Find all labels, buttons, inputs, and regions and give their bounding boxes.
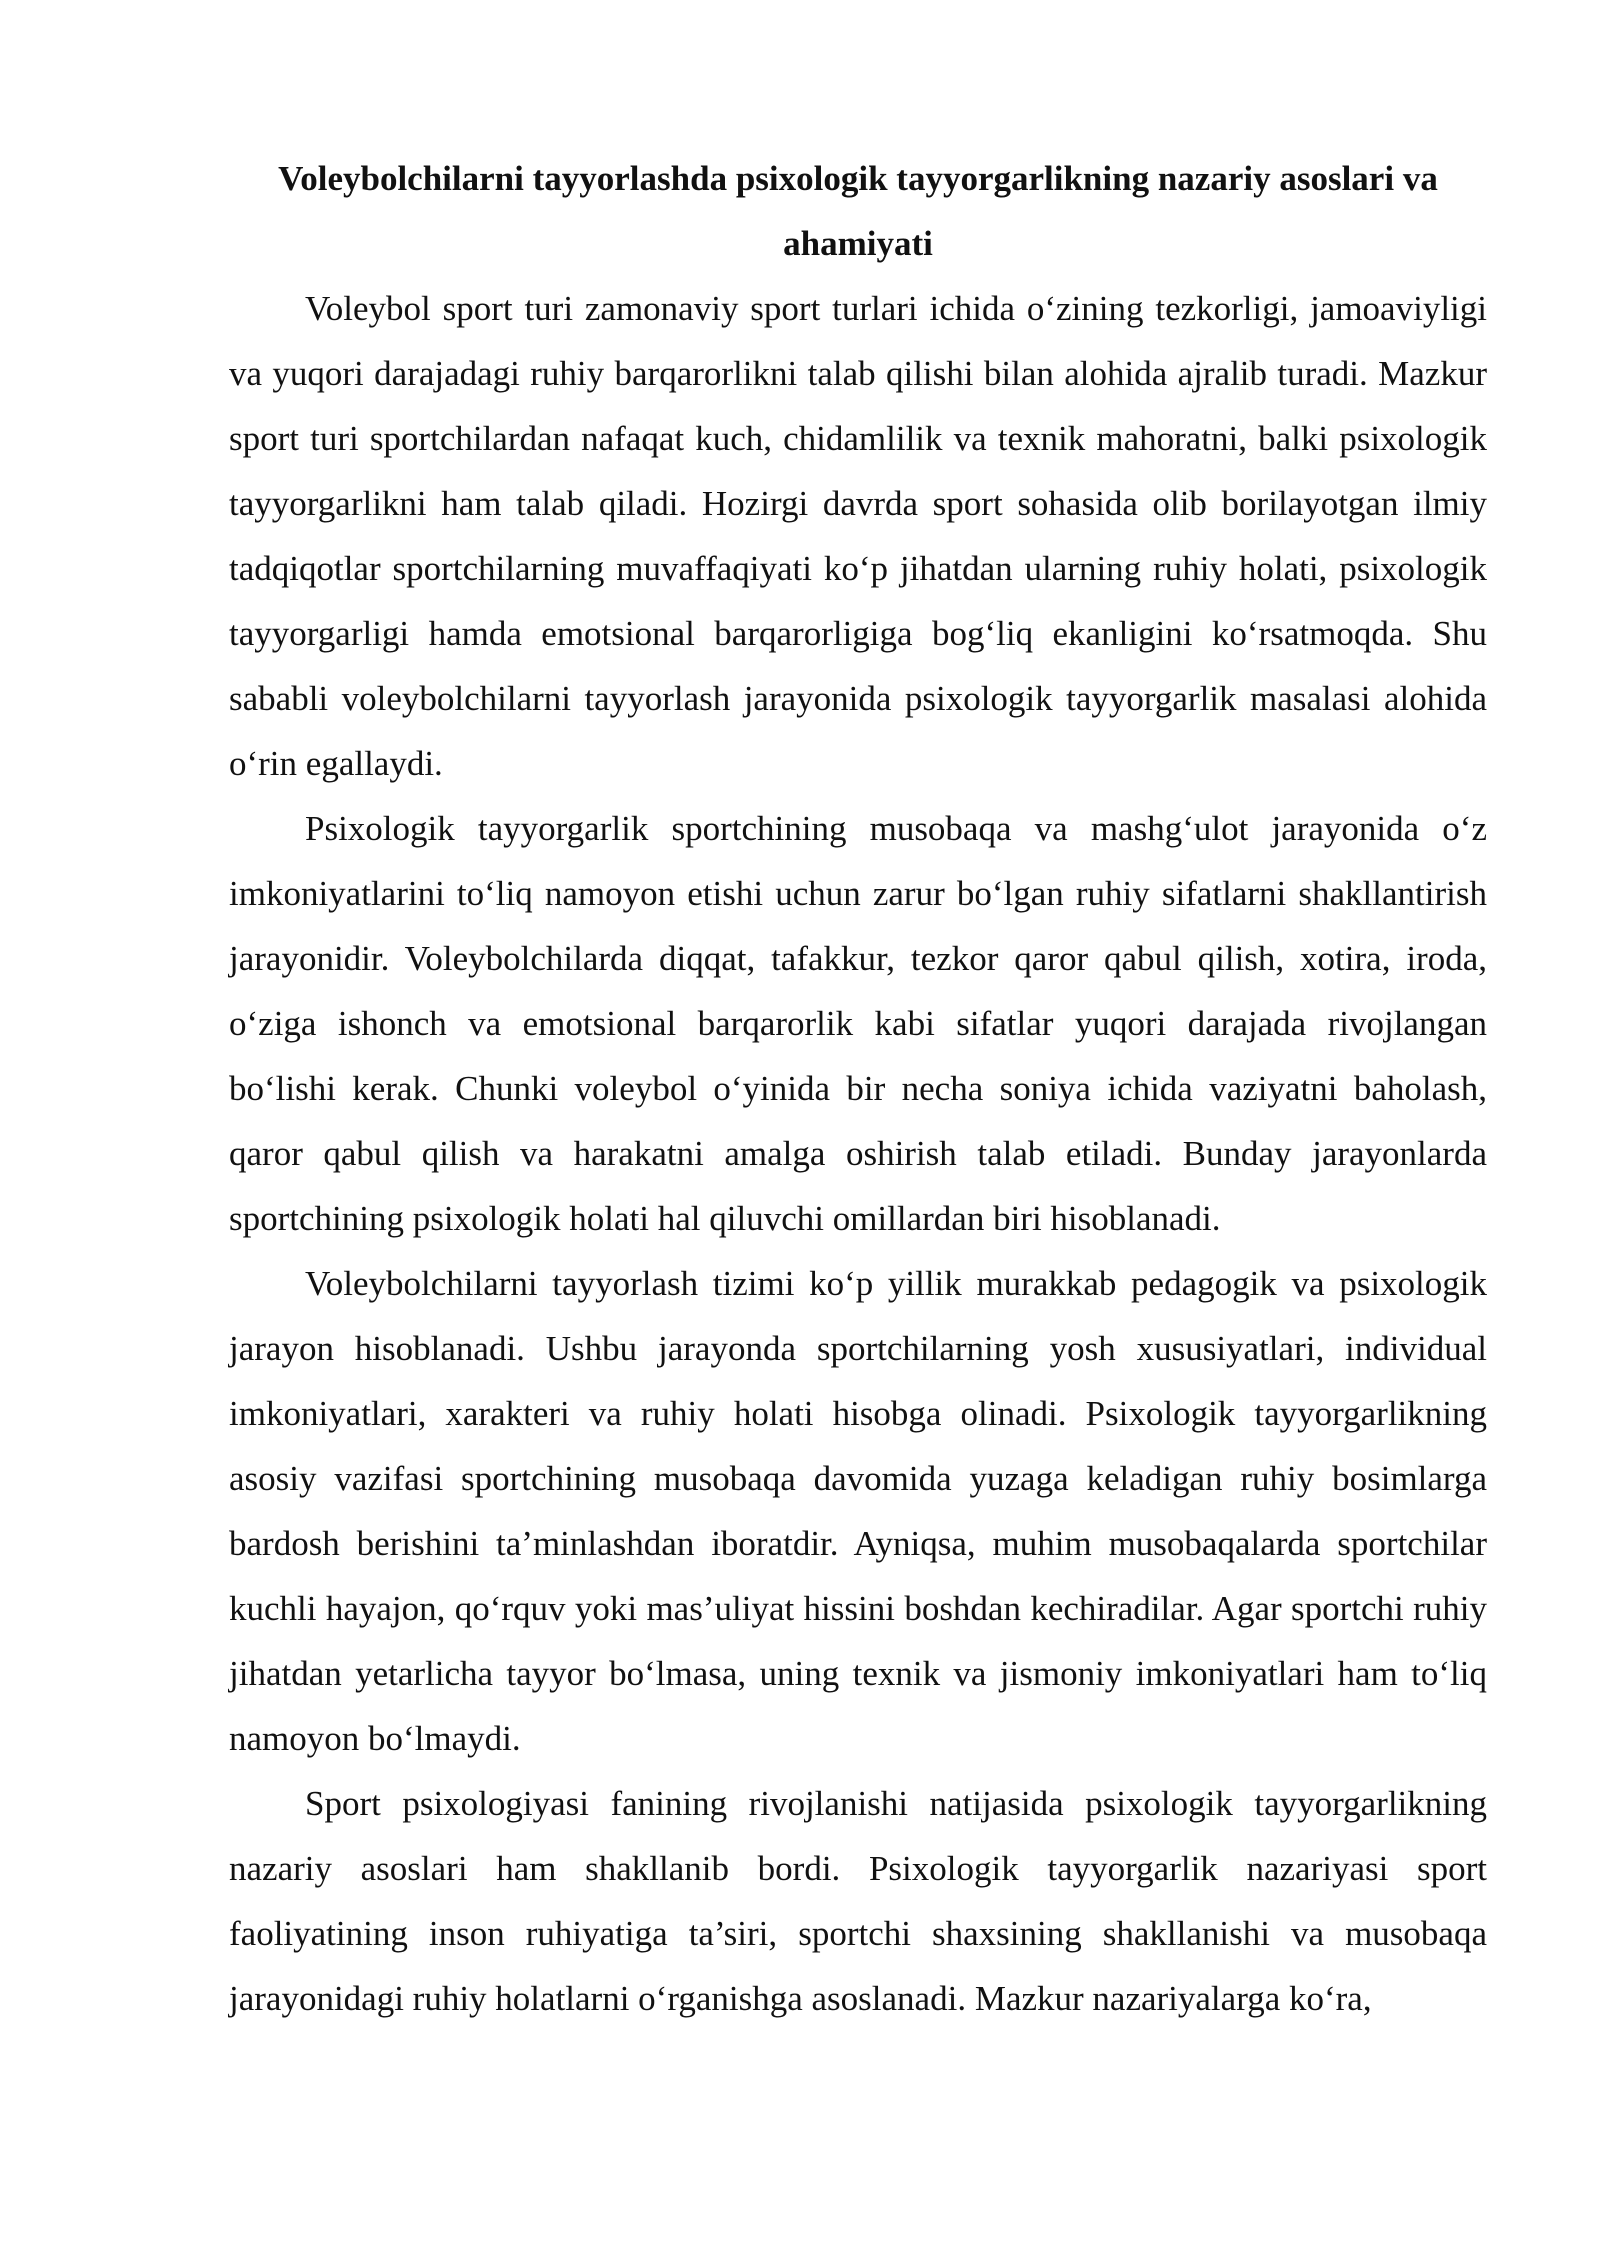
paragraph-2: Psixologik tayyorgarlik sportchining musobaqa va mashg‘ulot jarayonida o‘z imkoniyatlarini to‘liq namoyon etishi uchun zarur bo‘lgan ruhiy sifatlarni shakllantirish jarayonidir. Voleybolchilarda diqqat, tafakkur, tezkor qaror qabul qilish, xotira, iroda, o‘ziga ishonch va emotsional barqarorlik kabi sifatlar yuqori darajada rivojlangan bo‘lishi kerak. Chunki voleybol o‘yinida bir necha soniya ichida vaziyatni baholash, qaror qabul qilish va harakatni amalga oshirish talab etiladi. Bunday jarayonlarda sportchining psixologik holati hal qiluvchi omillardan biri hisoblanadi.: [229, 809, 1487, 1238]
paragraph-1: Voleybol sport turi zamonaviy sport turlari ichida o‘zining tezkorligi, jamoaviyligi va yuqori darajadagi ruhiy barqarorlikni talab qilishi bilan alohida ajralib turadi. Mazkur sport turi sportchilardan nafaqat kuch, chidamlilik va texnik mahoratni, balki psixologik tayyorgarlikni ham talab qiladi. Hozirgi davrda sport sohasida olib borilayotgan ilmiy tadqiqotlar sportchilarning muvaffaqiyati ko‘p jihatdan ularning ruhiy holati, psixologik tayyorgarligi hamda emotsional barqarorligiga bog‘liq ekanligini ko‘rsatmoqda. Shu sababli voleybolchilarni tayyorlash jarayonida psixologik tayyorgarlik masalasi alohida o‘rin egallaydi.: [229, 289, 1487, 783]
paragraph-3: Voleybolchilarni tayyorlash tizimi ko‘p yillik murakkab pedagogik va psixologik jarayon hisoblanadi. Ushbu jarayonda sportchilarning yosh xususiyatlari, individual imkoniyatlari, xarakteri va ruhiy holati hisobga olinadi. Psixologik tayyorgarlikning asosiy vazifasi sportchining musobaqa davomida yuzaga keladigan ruhiy bosimlarga bardosh berishini ta’minlashdan iboratdir. Ayniqsa, muhim musobaqalarda sportchilar kuchli hayajon, qo‘rquv yoki mas’uliyat hissini boshdan kechiradilar. Agar sportchi ruhiy jihatdan yetarlicha tayyor bo‘lmasa, uning texnik va jismoniy imkoniyatlari ham to‘liq namoyon bo‘lmaydi.: [229, 1264, 1487, 1758]
document-title: Voleybolchilarni tayyorlashda psixologik tayyorgarlikning nazariy asoslari va ahamiyati: [278, 159, 1438, 263]
paragraph-4: Sport psixologiyasi fanining rivojlanishi natijasida psixologik tayyorgarlikning nazariy asoslari ham shakllanib bordi. Psixologik tayyorgarlik nazariyasi sport faoliyatining inson ruhiyatiga ta’siri, sportchi shaxsining shakllanishi va musobaqa jarayonidagi ruhiy holatlarni o‘rganishga asoslanadi. Mazkur nazariyalarga ko‘ra,: [229, 1784, 1487, 2018]
document-page: [229, 146, 1487, 2031]
